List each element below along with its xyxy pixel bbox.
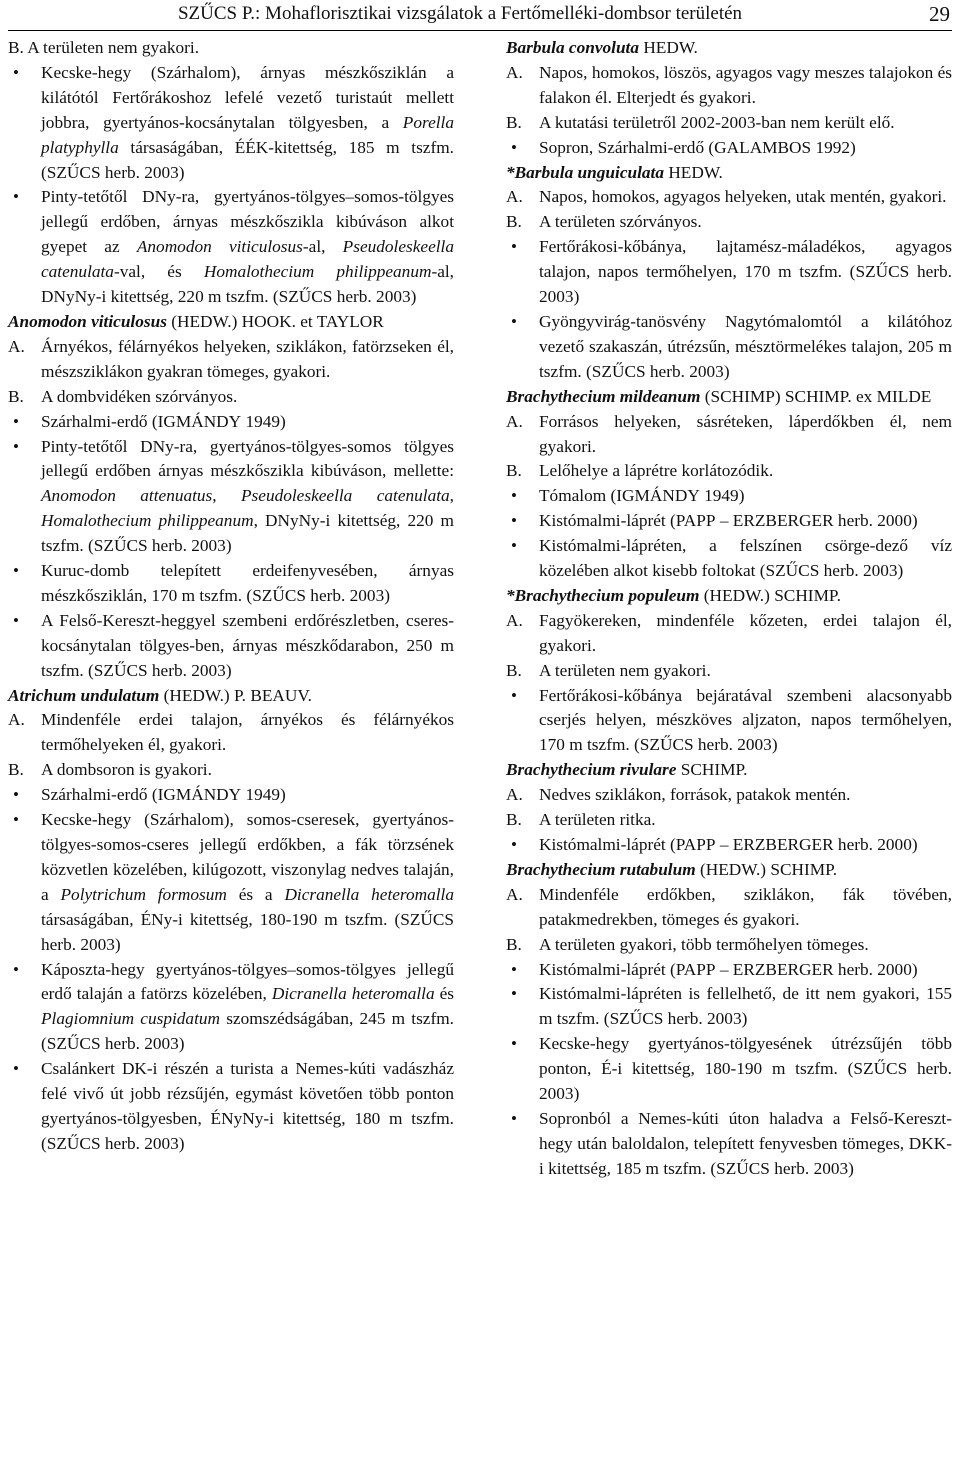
locality-item: • Kuruc-domb telepített erdeifenyvesében, árnyas mészkősziklán, 170 m tszfm. (SZŰCS herb. 2003) — [8, 559, 454, 609]
locality-item: • Szárhalmi-erdő (IGMÁNDY 1949) — [8, 410, 454, 435]
locality-item: • Pinty-tetőtől DNy-ra, gyertyános-tölgyes-somos tölgyes jellegű erdőben árnyas mészkőszikla kibúváson, mellette: Anomodon attenuatus, Pseudoleskeella catenulata, Homalothecium philippeanum, DNyNy-i kitettség, 220 m tszfm. (SZŰCS herb. 2003) — [8, 435, 454, 560]
locality-item: • Kistómalmi-láprét (PAPP – ERZBERGER herb. 2000) — [506, 958, 952, 983]
locality-item: • Kecske-hegy (Szárhalom), árnyas mészkősziklán a kilátótól Fertőrákoshoz lefelé vezető turistaút mellett jobbra, gyertyános-kocsánytalan tölgyesben, a Porella platyphylla társaságában, ÉÉK-kitettség, 185 m tszfm. (SZŰCS herb. 2003) — [8, 61, 454, 186]
locality-item: • Kistómalmi-láprét (PAPP – ERZBERGER herb. 2000) — [506, 833, 952, 858]
status-a: A. Árnyékos, félárnyékos helyeken, sziklákon, fatörzseken él, mészsziklákon gyakran tömeges, gyakori. — [8, 336, 454, 381]
status-b: B. A területen ritka. — [506, 810, 656, 830]
left-column — [8, 36, 454, 1157]
locality-item: • Sopron, Szárhalmi-erdő (GALAMBOS 1992) — [506, 136, 952, 161]
locality-item: • Szárhalmi-erdő (IGMÁNDY 1949) — [8, 783, 454, 808]
status-a: A. Forrásos helyeken, sásréteken, láperdőkben él, nem gyakori. — [506, 411, 952, 456]
species-heading: Anomodon viticulosus (HEDW.) HOOK. et TAYLOR — [8, 311, 384, 331]
running-title: SZŰCS P.: Mohaflorisztikai vizsgálatok a Fertőmelléki-dombsor területén — [177, 3, 743, 24]
species-heading: Brachythecium rutabulum (HEDW.) SCHIMP. — [506, 859, 838, 879]
locality-item: • Fertőrákosi-kőbánya, lajtamész-máladékos, agyagos talajon, napos termőhelyen, 170 m tszfm. (SZŰCS herb. 2003) — [506, 235, 952, 310]
species-heading: *Brachythecium populeum (HEDW.) SCHIMP. — [506, 585, 841, 605]
locality-item: • Csalánkert DK-i részén a turista a Nemes-kúti vadászház felé vivő út jobb rézsűjén, egymást követően több ponton gyertyános-tölgyesben, ÉNyNy-i kitettség, 180 m tszfm. (SZŰCS herb. 2003) — [8, 1057, 454, 1157]
locality-item: • Káposzta-hegy gyertyános-tölgyes–somos-tölgyes jellegű erdő talaján a fatörzs közelében, Dicranella heteromalla és Plagiomnium cuspidatum szomszédságában, 245 m tszfm. (SZŰCS herb. 2003) — [8, 958, 454, 1058]
status-a: A. Napos, homokos, löszös, agyagos vagy meszes talajokon és falakon él. Elterjedt és gyakori. — [506, 62, 952, 107]
locality-item: • Kecske-hegy gyertyános-tölgyesének útrézsűjén több ponton, É-i kitettség, 180-190 m tszfm. (SZŰCS herb. 2003) — [506, 1032, 952, 1107]
locality-item: • Pinty-tetőtől DNy-ra, gyertyános-tölgyes–somos-tölgyes jellegű erdőben, árnyas mészkőszikla kibúváson alkot gyepet az Anomodon viticulosus-al, Pseudoleskeella catenulata-val, és Homalothecium philippeanum-al, DNyNy-i kitettség, 220 m tszfm. (SZŰCS herb. 2003) — [8, 185, 454, 310]
species-heading: Atrichum undulatum (HEDW.) P. BEAUV. — [8, 685, 312, 705]
status-b: B. Lelőhelye a láprétre korlátozódik. — [506, 461, 774, 481]
status-b: B. A dombvidéken szórványos. — [8, 386, 238, 406]
status-a: A. Fagyökereken, mindenféle kőzeten, erdei talajon él, gyakori. — [506, 610, 952, 655]
status-a: A. Mindenféle erdei talajon, árnyékos és félárnyékos termőhelyeken él, gyakori. — [8, 710, 454, 755]
status-a: A. Napos, homokos, agyagos helyeken, utak mentén, gyakori. — [506, 187, 947, 207]
species-heading: Brachythecium rivulare SCHIMP. — [506, 760, 748, 780]
locality-item: • Kecske-hegy (Szárhalom), somos-cseresek, gyertyános-tölgyes-somos-cseres jellegű erdőkben, a fák törzsének közvetlen közelében, kilúgozott, viszonylag nedves talaján, a Polytrichum formosum és a Dicranella heteromalla társaságában, ÉNy-i kitettség, 180-190 m tszfm. (SZŰCS herb. 2003) — [8, 808, 454, 957]
status-b: B. A területen nem gyakori. — [8, 38, 200, 57]
status-b: B. A dombsoron is gyakori. — [8, 760, 212, 780]
locality-item: • Gyöngyvirág-tanösvény Nagytómalomtól a kilátóhoz vezető szakaszán, útrézsűn, mésztörmelékes talajon, 205 m tszfm. (SZŰCS herb. 2003) — [506, 310, 952, 385]
locality-item: • Tómalom (IGMÁNDY 1949) — [506, 484, 952, 509]
locality-item: • A Felső-Kereszt-heggyel szembeni erdőrészletben, cseres-kocsánytalan tölgyes-ben, árnyas mészkődarabon, 250 m tszfm. (SZŰCS herb. 2003) — [8, 609, 454, 684]
status-b: B. A területen szórványos. — [506, 212, 702, 232]
locality-item: • Kistómalmi-lápréten is fellelhető, de itt nem gyakori, 155 m tszfm. (SZŰCS herb. 2003) — [506, 982, 952, 1032]
status-a: A. Nedves sziklákon, források, patakok mentén. — [506, 785, 851, 805]
species-heading: *Barbula unguiculata HEDW. — [506, 162, 723, 182]
running-header — [8, 0, 952, 31]
locality-item: • Kistómalmi-láprét (PAPP – ERZBERGER herb. 2000) — [506, 509, 952, 534]
status-a: A. Mindenféle erdőkben, sziklákon, fák tövében, patakmedrekben, tömeges és gyakori. — [506, 884, 952, 929]
species-heading: Brachythecium mildeanum (SCHIMP) SCHIMP. ex MILDE — [506, 386, 932, 406]
locality-item: • Fertőrákosi-kőbánya bejáratával szembeni alacsonyabb cserjés helyen, mészköves aljzaton, napos termőhelyen, 170 m tszfm. (SZŰCS herb. 2003) — [506, 684, 952, 759]
right-column — [506, 36, 952, 1182]
locality-item: • Sopronból a Nemes-kúti úton haladva a Felső-Kereszt-hegy után baloldalon, telepített fenyvesben tömeges, DKK-i kitettség, 185 m tszfm. (SZŰCS herb. 2003) — [506, 1107, 952, 1182]
species-heading: Barbula convoluta HEDW. — [506, 38, 698, 57]
status-b: B. A kutatási területről 2002-2003-ban nem került elő. — [506, 112, 895, 132]
page-number: 29 — [929, 2, 950, 26]
locality-item: • Kistómalmi-lápréten, a felszínen csörge-dező víz közelében alkot kisebb foltokat (SZŰCS herb. 2003) — [506, 534, 952, 584]
status-b: B. A területen gyakori, több termőhelyen tömeges. — [506, 934, 869, 954]
status-b: B. A területen nem gyakori. — [506, 660, 711, 680]
